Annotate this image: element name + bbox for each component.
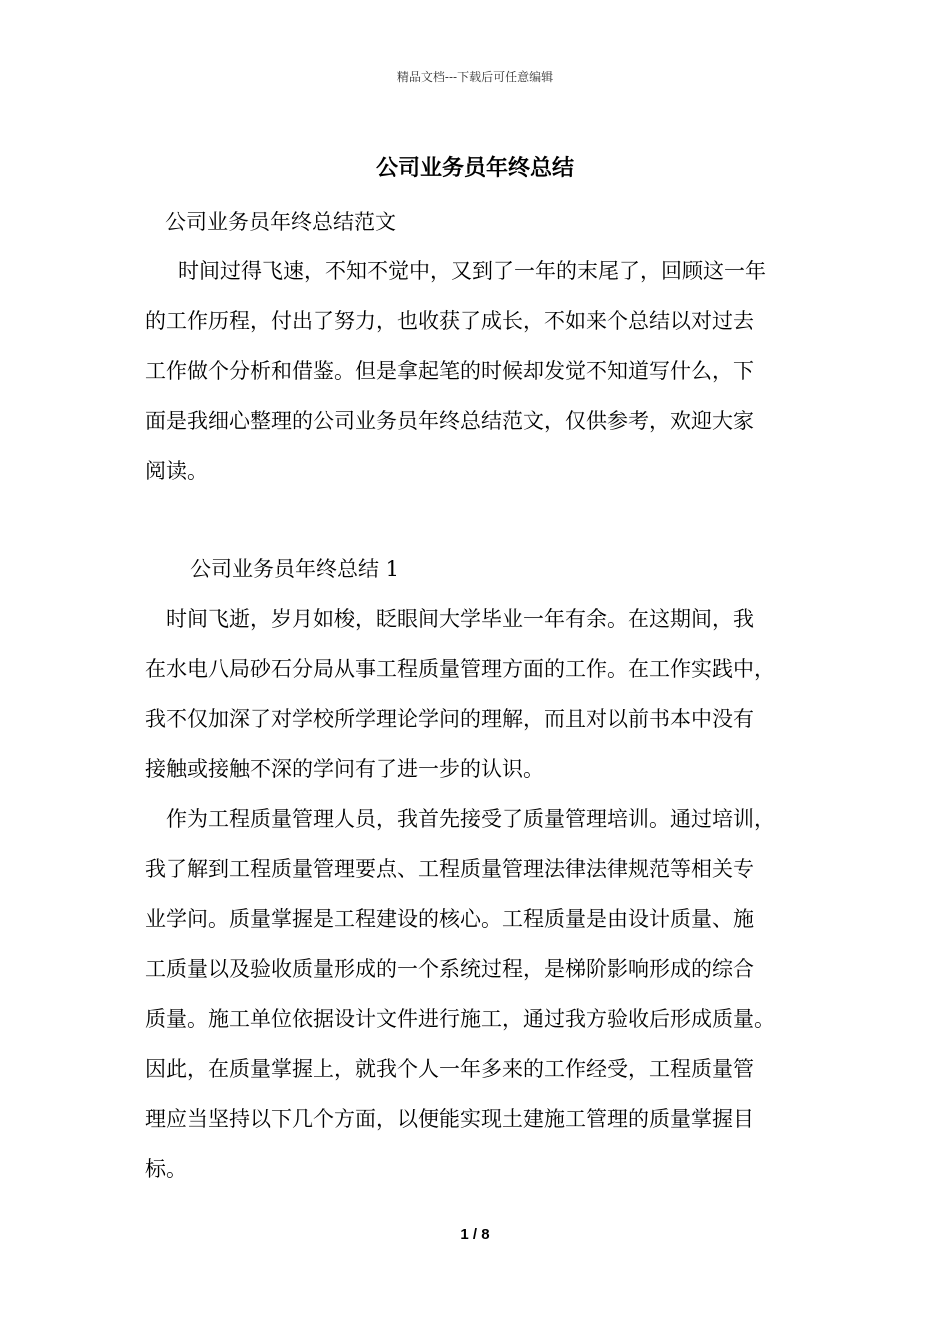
document-title: 公司业务员年终总结 (375, 155, 574, 181)
paragraph-line: 理应当坚持以下几个方面，以便能实现土建施工管理的质量掌握目 (145, 1107, 754, 1131)
paragraph-line: 作为工程质量管理人员，我首先接受了质量管理培训。通过培训， (166, 807, 775, 831)
page-number: 1 / 8 (460, 1226, 490, 1243)
paragraph-line: 我了解到工程质量管理要点、工程质量管理法律法律规范等相关专 (145, 857, 754, 881)
paragraph-line: 工质量以及验收质量形成的一个系统过程，是梯阶影响形成的综合 (145, 957, 754, 981)
intro-line: 时间过得飞速，不知不觉中，又到了一年的末尾了，回顾这一年 (178, 259, 766, 283)
paragraph-line: 标。 (145, 1157, 187, 1181)
document-subtitle: 公司业务员年终总结范文 (165, 210, 396, 234)
paragraph-line: 我不仅加深了对学校所学理论学问的理解，而且对以前书本中没有 (145, 707, 754, 731)
intro-line: 的工作历程，付出了努力，也收获了成长，不如来个总结以对过去 (145, 309, 754, 333)
paragraph-line: 业学问。质量掌握是工程建设的核心。工程质量是由设计质量、施 (145, 907, 754, 931)
paragraph-line: 接触或接触不深的学问有了进一步的认识。 (145, 757, 544, 781)
paragraph-line: 在水电八局砂石分局从事工程质量管理方面的工作。在工作实践中， (145, 657, 775, 681)
intro-line: 阅读。 (145, 459, 208, 483)
section-heading: 公司业务员年终总结 1 (190, 557, 400, 581)
intro-line: 面是我细心整理的公司业务员年终总结范文，仅供参考，欢迎大家 (145, 409, 754, 433)
paragraph-line: 质量。施工单位依据设计文件进行施工，通过我方验收后形成质量。 (145, 1007, 775, 1031)
header-note: 精品文档---下载后可任意编辑 (396, 70, 554, 84)
paragraph-line: 因此，在质量掌握上，就我个人一年多来的工作经受，工程质量管 (145, 1057, 754, 1081)
intro-line: 工作做个分析和借鉴。但是拿起笔的时候却发觉不知道写什么，下 (145, 359, 754, 383)
paragraph-line: 时间飞逝，岁月如梭，眨眼间大学毕业一年有余。在这期间，我 (166, 607, 754, 631)
